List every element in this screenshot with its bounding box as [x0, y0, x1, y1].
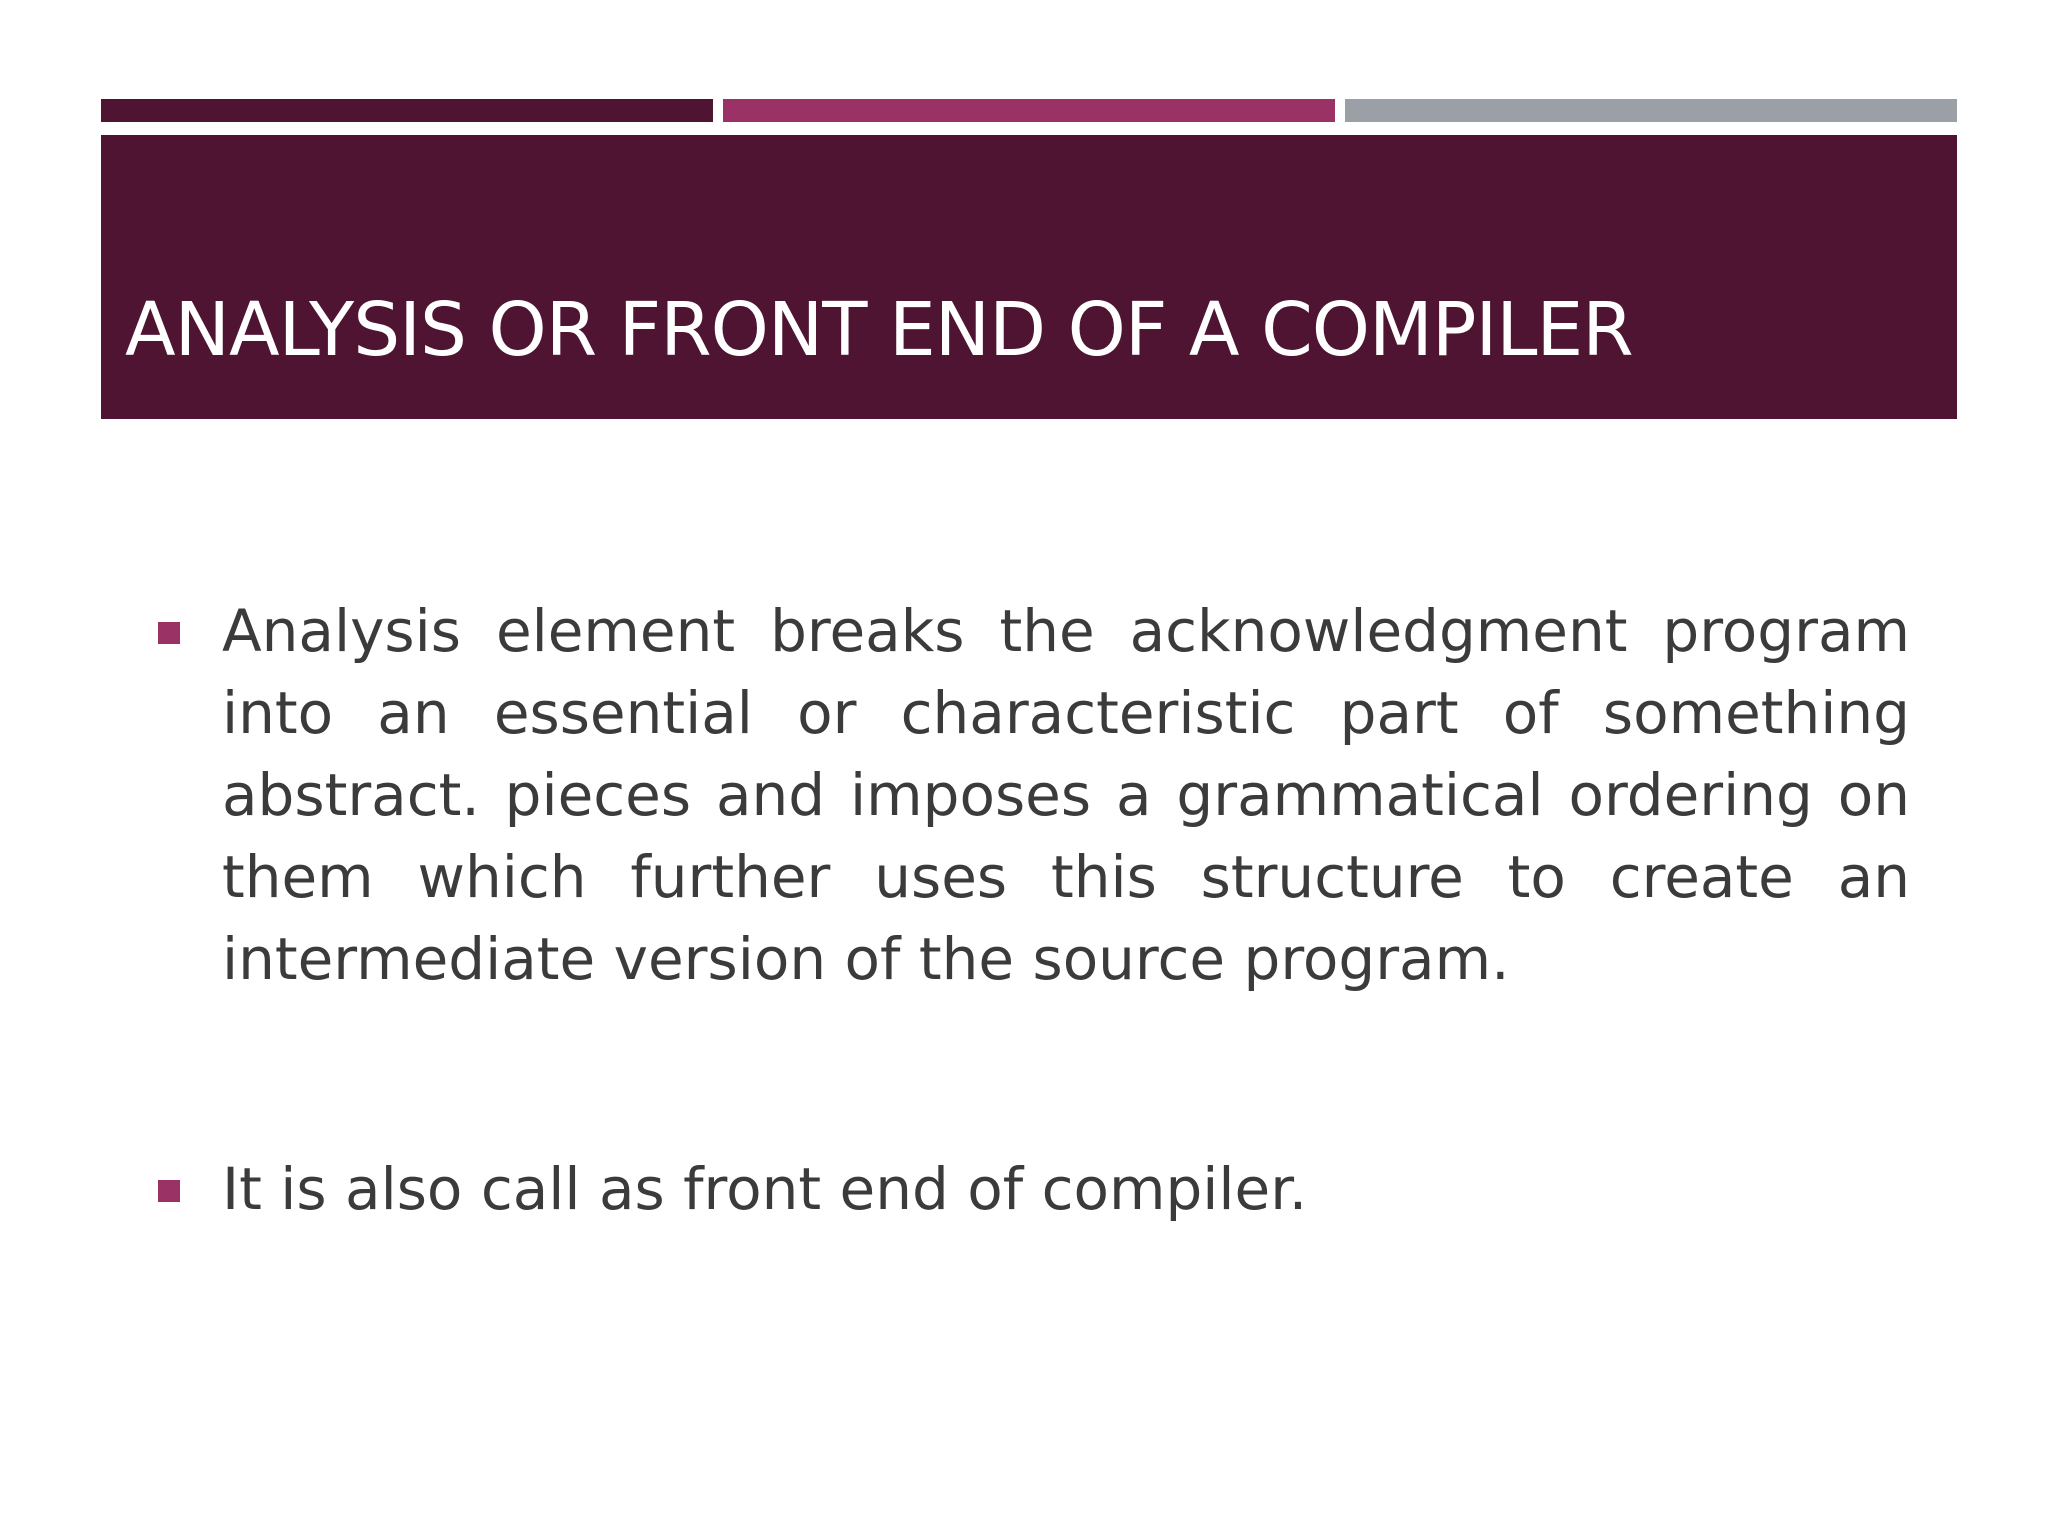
- accent-bar-gray: [1345, 99, 1957, 122]
- square-bullet-icon: [158, 1180, 180, 1202]
- bullet-text: It is also call as front end of compiler.: [222, 1155, 1308, 1223]
- accent-bar-magenta: [723, 99, 1335, 122]
- bullet-item: [150, 590, 1910, 1000]
- bullet-text: Analysis element breaks the acknowledgment program into an essential or characteristic part of something abstract. pieces and imposes a grammatical ordering on them which further uses this structure to create an intermediate version of the source program.: [222, 597, 1910, 993]
- bullet-item: [150, 1148, 1910, 1230]
- slide-content: [150, 590, 1910, 1230]
- title-band: [101, 135, 1957, 419]
- accent-bar-dark: [101, 99, 713, 122]
- slide-title: ANALYSIS OR FRONT END OF A COMPILER: [125, 287, 1633, 373]
- square-bullet-icon: [158, 622, 180, 644]
